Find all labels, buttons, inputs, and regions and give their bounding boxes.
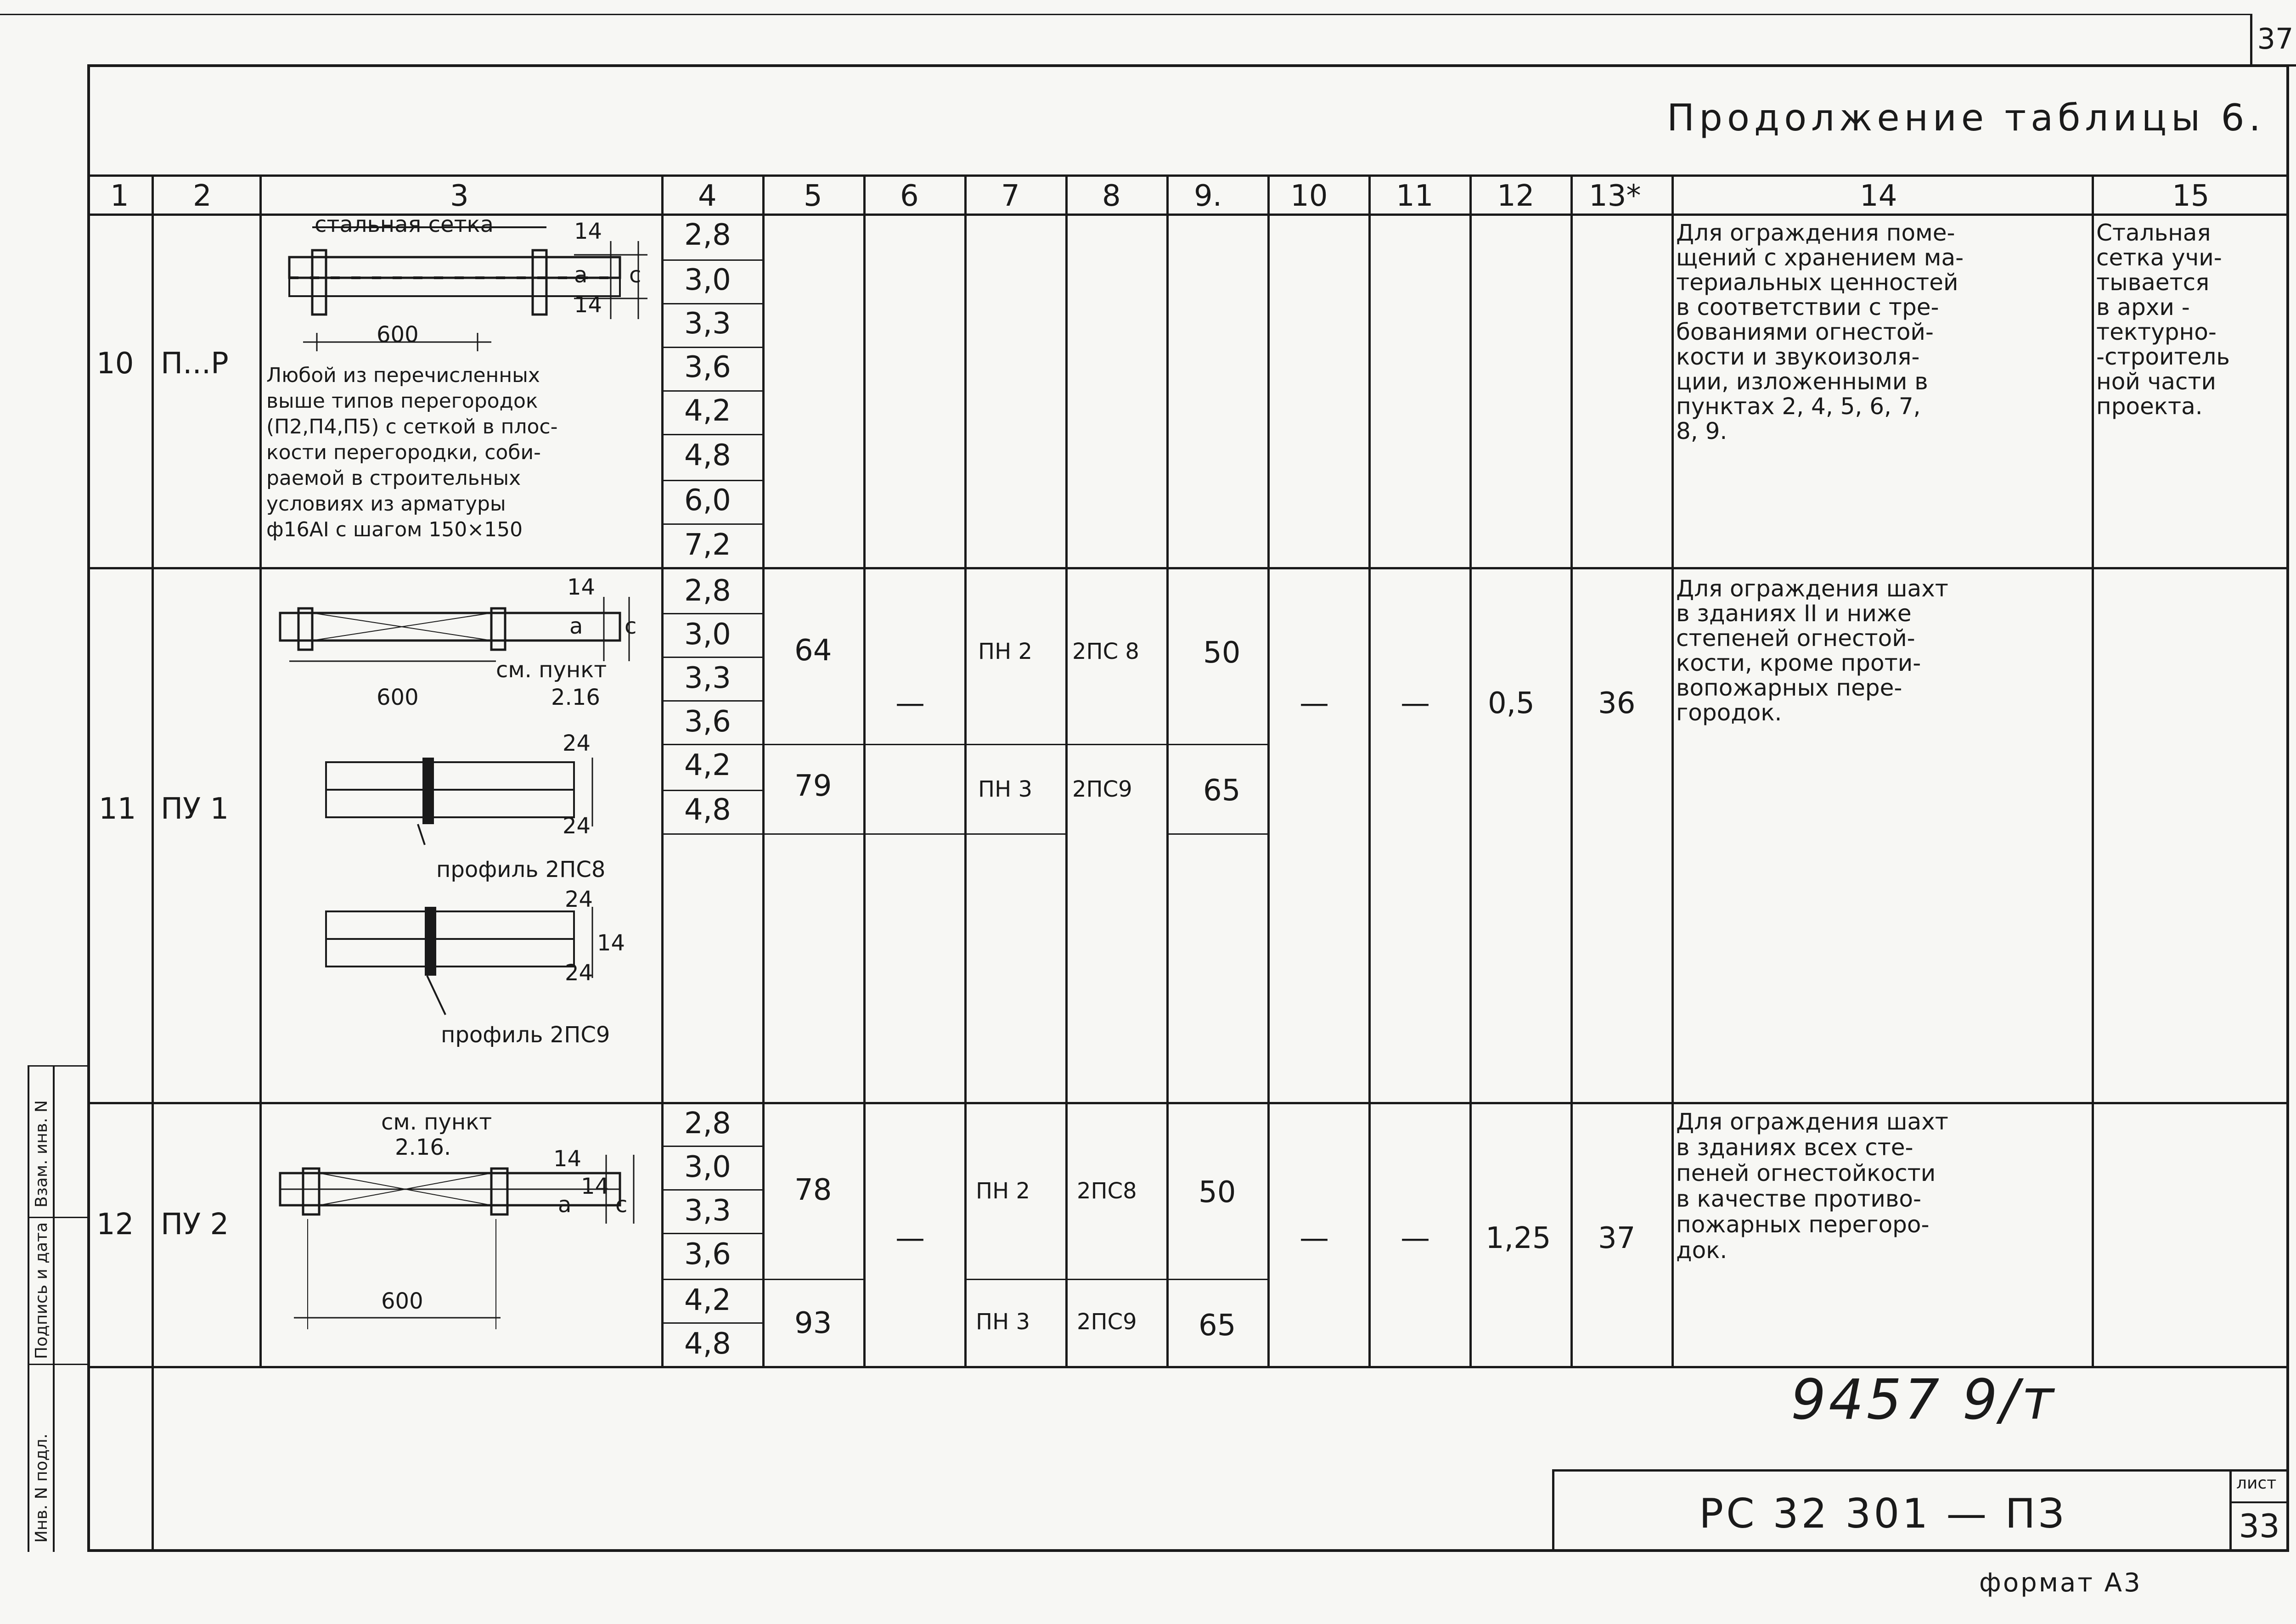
row12-ref2: 2.16. — [395, 1135, 451, 1160]
row10-dim-14a: 14 — [574, 219, 602, 244]
row10-dim-600: 600 — [377, 322, 419, 348]
row12-col8-a: 2ПС8 — [1077, 1178, 1137, 1204]
col-line — [1469, 174, 1472, 1366]
row12-dim-a: а — [558, 1192, 572, 1218]
row12-col6: — — [895, 1221, 925, 1255]
row12-h1: 2,8 — [684, 1107, 731, 1141]
row10-h3: 3,3 — [684, 307, 731, 341]
row10-dim-c: с — [629, 262, 642, 288]
sub-line — [661, 523, 762, 525]
col-line — [1671, 174, 1674, 1366]
left-margin-strip — [18, 1065, 87, 1552]
row12-h5: 4,2 — [684, 1283, 731, 1317]
strip-line — [28, 1065, 87, 1067]
row12-col10: — — [1300, 1221, 1329, 1255]
header-8: 8 — [1102, 179, 1121, 213]
strip-label-vzam: Взам. инв. N — [32, 1100, 51, 1208]
row11-num: 11 — [99, 792, 136, 826]
row11-col6: — — [895, 686, 925, 720]
row11-note14: Для ограждения шахт в зданиях II и ниже степеней огнестой- кости, кроме проти- вопожарных пере- городок. — [1676, 575, 1948, 726]
sub-line — [661, 833, 762, 835]
sub-line — [661, 480, 762, 481]
sub-line — [964, 1279, 1267, 1280]
row11-h2: 3,0 — [684, 618, 731, 652]
sub-line — [661, 390, 762, 392]
sub-line — [762, 833, 1065, 835]
sub-line — [1166, 833, 1267, 835]
col-line — [661, 174, 664, 1366]
header-4: 4 — [698, 179, 717, 213]
row10-h5: 4,2 — [684, 394, 731, 428]
row11-col5-a: 64 — [794, 634, 832, 668]
row10-dim-14b: 14 — [574, 292, 602, 318]
header-5: 5 — [804, 179, 822, 213]
row12-col5-b: 93 — [794, 1306, 832, 1340]
sheet-number: 33 — [2232, 1501, 2287, 1549]
row12-dim-600: 600 — [381, 1288, 423, 1314]
row12-col12: 1,25 — [1486, 1221, 1551, 1255]
row11-dim-24c: 24 — [565, 887, 593, 912]
row10-note15: Стальная сетка учи- тывается в архи - тектурно- -строитель ной части проекта. — [2096, 219, 2230, 420]
col-line — [152, 174, 154, 1366]
col-line — [1166, 174, 1169, 1366]
row12-dim-14: 14 — [553, 1146, 582, 1172]
row11-h3: 3,3 — [684, 661, 731, 695]
table-title: Продолжение таблицы 6. — [1667, 96, 2265, 139]
sub-line — [661, 657, 762, 658]
handwritten-number: 9457 9/т — [1791, 1368, 2057, 1432]
row11-dim-600: 600 — [377, 685, 419, 710]
header-12: 12 — [1497, 179, 1535, 213]
row11-h4: 3,6 — [684, 705, 731, 739]
row11-dim-14b: 14 — [597, 930, 625, 956]
row11-col9-a: 50 — [1203, 636, 1241, 670]
row11-col7-b: ПН 3 — [978, 776, 1032, 802]
row11-col8-b: 2ПС9 — [1072, 776, 1132, 802]
col-line — [762, 174, 765, 1366]
row10-code: П...Р — [161, 347, 229, 381]
row11-dim-14: 14 — [567, 574, 596, 600]
row10-steel-mesh-label: стальная сетка — [315, 212, 494, 237]
col-line — [2092, 174, 2094, 1366]
document-code: РС 32 301 — ПЗ — [1699, 1490, 2067, 1537]
row12-sketch — [262, 1104, 661, 1366]
row11-dim-c: с — [625, 613, 637, 639]
row11-dim-24b: 24 — [563, 813, 591, 839]
row12-col11: — — [1401, 1221, 1430, 1255]
row10-h1: 2,8 — [684, 218, 731, 252]
header-13: 13* — [1589, 179, 1641, 213]
row10-h7: 6,0 — [684, 483, 731, 517]
row12-h6: 4,8 — [684, 1327, 731, 1361]
row10-dim-a: а — [574, 262, 588, 288]
strip-label-sign: Подпись и дата — [32, 1222, 51, 1359]
header-15: 15 — [2172, 179, 2210, 213]
row11-col13: 36 — [1598, 686, 1636, 720]
col-line — [964, 174, 967, 1366]
row10-h8: 7,2 — [684, 528, 731, 562]
col-line — [1570, 174, 1573, 1366]
row12-col9-a: 50 — [1199, 1175, 1236, 1209]
row12-dim-14b: 14 — [581, 1174, 609, 1199]
row11-h6: 4,8 — [684, 793, 731, 827]
sub-line — [661, 1233, 762, 1234]
row10-h4: 3,6 — [684, 350, 731, 384]
row12-h2: 3,0 — [684, 1150, 731, 1184]
row12-dim-c: с — [615, 1192, 628, 1218]
row11-dim-24d: 24 — [565, 960, 593, 986]
row12-col13: 37 — [1598, 1221, 1636, 1255]
row11-sketch — [262, 569, 661, 1097]
sub-line — [661, 1146, 762, 1147]
col-line — [152, 1366, 154, 1552]
header-2: 2 — [193, 179, 212, 213]
sub-line — [661, 1189, 762, 1191]
strip-label-inv: Инв. N подл. — [32, 1433, 51, 1543]
row11-profile-2ps9: профиль 2ПС9 — [441, 1022, 610, 1048]
header-7: 7 — [1001, 179, 1020, 213]
row11-col5-b: 79 — [794, 769, 832, 803]
row10-description: Любой из перечисленных выше типов перегородок (П2,П4,П5) с сеткой в плос- кости перегородки, соби- раемой в строительных условиях из арматуры ф16АI с шагом 150×150 — [266, 364, 558, 541]
row12-h4: 3,6 — [684, 1237, 731, 1271]
sub-line — [762, 1279, 863, 1280]
top-trim-line — [0, 14, 2250, 15]
sub-line — [661, 1322, 762, 1324]
row11-col7-a: ПН 2 — [978, 639, 1032, 664]
row11-col8-a: 2ПС 8 — [1072, 639, 1139, 664]
corner-sheet-number: 37 — [2250, 14, 2296, 67]
row10-num: 10 — [96, 347, 134, 381]
row11-dim-a: а — [569, 613, 583, 639]
title-divider — [87, 174, 2289, 177]
row12-h3: 3,3 — [684, 1194, 731, 1228]
row12-col8-b: 2ПС9 — [1077, 1309, 1137, 1335]
col-line — [1065, 174, 1068, 1366]
row10-note14: Для ограждения поме- щений с хранением ма- териальных ценностей в соответствии с тре- бованиями огнестой- кости и звукоизоля- ции, изложенными в пунктах 2, 4, 5, 6, 7, 8, 9. — [1676, 219, 1964, 444]
header-10: 10 — [1290, 179, 1328, 213]
strip-line — [53, 1065, 55, 1552]
row11-ref2: 2.16 — [551, 685, 600, 710]
sub-line — [661, 259, 762, 261]
row10-h2: 3,0 — [684, 263, 731, 297]
row11-h5: 4,2 — [684, 748, 731, 782]
sub-line — [661, 347, 762, 348]
sub-line — [661, 1279, 762, 1280]
row12-num: 12 — [96, 1208, 134, 1242]
sub-line — [661, 434, 762, 435]
col-line — [1267, 174, 1270, 1366]
sub-line-long — [661, 744, 1267, 745]
row12-col5-a: 78 — [794, 1173, 832, 1207]
row11-dim-24a: 24 — [563, 731, 591, 756]
row11-col11: — — [1401, 686, 1430, 720]
row11-ref: см. пункт — [496, 657, 607, 683]
col-line — [863, 174, 866, 1366]
header-1: 1 — [110, 179, 129, 213]
strip-line — [28, 1065, 29, 1552]
row12-note14: Для ограждения шахт в зданиях всех сте- пеней огнестойкости в качестве противо- пожарных перегоро- док. — [1676, 1108, 1948, 1264]
header-11: 11 — [1396, 179, 1434, 213]
sub-line — [661, 613, 762, 614]
row12-ref: см. пункт — [381, 1109, 492, 1135]
row12-col9-b: 65 — [1199, 1309, 1236, 1343]
header-14: 14 — [1860, 179, 1897, 213]
row12-col7-a: ПН 2 — [976, 1178, 1030, 1204]
row11-code: ПУ 1 — [161, 792, 229, 826]
row11-profile-2ps8: профиль 2ПС8 — [436, 857, 606, 882]
row11-h1: 2,8 — [684, 574, 731, 608]
header-9: 9. — [1194, 179, 1222, 213]
header-6: 6 — [900, 179, 919, 213]
sub-line — [661, 790, 762, 791]
row10-h6: 4,8 — [684, 438, 731, 472]
col-line — [1368, 174, 1371, 1366]
row11-col12: 0,5 — [1488, 686, 1535, 720]
sub-line — [661, 700, 762, 702]
row11-col9-b: 65 — [1203, 774, 1241, 808]
row12-col7-b: ПН 3 — [976, 1309, 1030, 1335]
row12-code: ПУ 2 — [161, 1208, 229, 1242]
format-label: формат А3 — [1979, 1568, 2142, 1598]
sheet-label: лист — [2236, 1474, 2277, 1493]
row11-col10: — — [1300, 686, 1329, 720]
header-3: 3 — [450, 179, 469, 213]
strip-line — [28, 1364, 87, 1365]
strip-line — [28, 1217, 87, 1218]
sub-line — [661, 303, 762, 304]
